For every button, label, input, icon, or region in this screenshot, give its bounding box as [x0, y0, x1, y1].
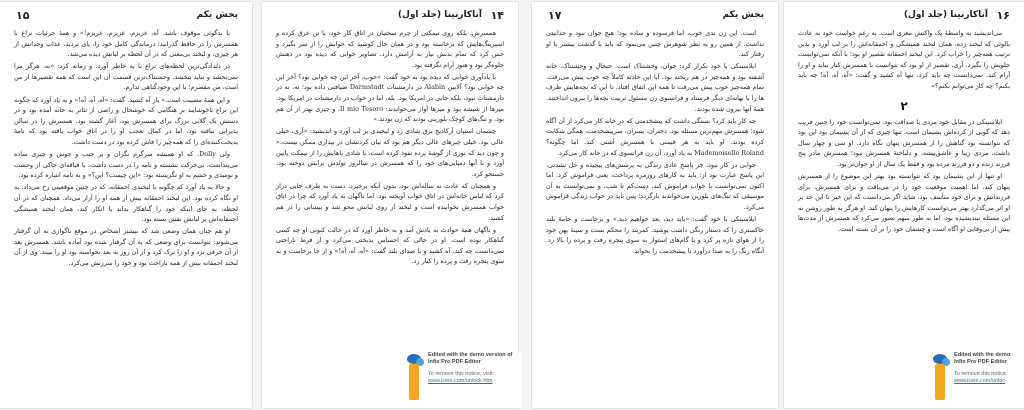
infix-watermark: [404, 352, 522, 408]
watermark-line: Edited with the demo version of: [428, 352, 513, 358]
running-title: آناکارنینا (جلد اول): [903, 10, 988, 20]
paragraph: در دلدادگی‌ترین لحظه‌های نزاع با به خاطر آورد. و زمانه کرد: «نه، هرگز مرا نمی‌بخشد و نباید ببخشد. وحشتناک‌ترین قسمت آن این است که همه تقصیرها از من است، من مقصرم؛ با این وجودگناهی ندارم.: [14, 62, 238, 92]
page-body: [798, 28, 1010, 402]
infix-logo-icon: [404, 354, 426, 402]
watermark-notice: To remove this notice, visit:: [428, 371, 495, 377]
paragraph: چشمان استپان آرکادیچ برق شادی زد و لبخندی بر لب آورد و اندیشید: «آری، خیلی عالی بود. خیلی چیزهای عالی دیگر هم بود که بیان کردنشان در بیداری ممکن نیست.» و چون دید که نوری از گوشهٔ پرده نفوذ کرده است، با شادی پاهایش را از نیمکت پایین آورد و با آنها دمپایی‌های خود را که همسرش در سالروز تولدش برایش دوخته بود، جستجو کرد.: [276, 127, 504, 178]
paragraph: ایلاسینکی در مقابل خود مردی با صداقت بود. نمی‌توانست خود را چنین فریب دهد که گویی از کرده‌اش پشیمان است. تنها چیزی که از آن پشیمان بود این بود که نتوانسته بود گناهش را از همسرش پنهان نگاه دارد. او سی و چهار سال داشت، مردی زیبا و عاشق‌پیشه، و دلباختهٔ همسرش نبود؛ همسرش مادر پنج فرزند زنده و دو فرزند مرده بود و فقط یک سال از او جوان‌تر بود.: [798, 117, 1010, 168]
page-body: [276, 28, 504, 402]
paragraph: همسرش، بلکه روی نیمکتی از چرم سختیان در اتاق کار خود، با تن عرق کرده و اسپرینگ‌هایش که برخاسته بود و در همان حال کوشید که خوابش را از سر بگیرد و حس کرد که تمام بدنش نیاز به آرامش دارد. تصاویر خوابی که دیده بود در ذهنش جلوه‌گر بود و هنوز آرام نگرفته بود.: [276, 29, 504, 69]
page-number: ۱۷: [548, 9, 562, 22]
paragraph: و ناگهان همهٔ حوادث به یادش آمد و به خاطر آورد که در حالت کنونی او چه کسی گناهکار بوده است. او در حالی که احساس بدبختی می‌کرد و از فرط ناراحتی نمی‌دانست چه کند، آه کشید و با صدای بلند گفت: «آه، آه، آه!» و از جا برخاست و به سوی پنجره رفت و پرده را کنار زد.: [276, 225, 504, 266]
infix-watermark: [930, 352, 1024, 408]
paragraph: ایلاسینکی با خود نکرار کرد: جوان، وحشتناک است. جنجال و وحشتناک. خانه آشفته بود و همه‌چیز در هم ریخته بود. آیا این حادثه کاملاً چه خوب پیش می‌رفت. تمام همه‌چیز خوب پیش می‌رفت تا همه این اتفاق افتاد. تا این که بچه‌هایش ظرف ها را با بهانه‌ای دیگر فرستاد و فرانسوی زن مسئول تربیت بچه‌ها را بیرون انداختند. همهٔ آنها بیرون شده بودند.: [546, 62, 764, 113]
paragraph: و همچنان که عادت نه ساله‌اش بود، بدون آنکه برخیزد، دست به طرف جایی دراز کرد که لباس خانه‌اش در اتاق خواب آویخته بود. اما ناگهان به یاد آورد که چرا در اتاق خواب همسرش نخوابیده است و لبخند از روی لبانش محو شد و پیشانی را در هم کشید.: [276, 181, 504, 222]
page-number: ۱۵: [16, 9, 30, 22]
paragraph: چه کار باید کرد؟ بستگی داشت که پیشخدمتی که در خانه کار می‌کرد از آن آگاه شود؛ همسرش مهم‌ترین مسئله بود، دختران، پسران، سرپیشخدمت، همگی شکایت کرده بودند. او باید به هر قیمتی با همسرش آشتی کند. اما چگونه؟ Mademoiselle Roland به یاد آورد، آن زن فرانسوی که در خانه کار می‌کرد.: [546, 116, 764, 157]
page-body: [546, 28, 764, 402]
running-title: بخش یکم: [722, 10, 764, 20]
paragraph: و این همهٔ مصیبت است.» باز آه کشید. گفت: «آه، آه، آه!» و به یاد آورد که چگونه این نزاع ناخوشایند بر هنگامی که خوشحال و راضی از تئاتر به خانه آمده بود و در دستش یک گلابی بزرگ برای همسرش بود، آغاز گشته بود. همسرش را در سالن پذیرایی نیافته بود، اما در کمال تعجب او را در اتاق خواب یافته بود که نامهٔ بدبخت‌کننده‌ای را که همه‌چیز را فاش کرده بود در دست داشت.: [14, 95, 238, 146]
paragraph: است. این زن ندی خوب، اما فرسوده و ساده بود؛ هیچ جوان نبود و جذابیتی نداشت. از همین رو به نظر شوهرش چنین می‌نمود که باید با گذشت بیشتر با او رفتار کند.: [546, 29, 764, 59]
book-page-16: [784, 2, 1024, 408]
book-page-15: [0, 2, 252, 408]
page-header: [16, 10, 238, 30]
watermark-notice: To remove this notice,: [954, 371, 1008, 377]
paragraph: او هم چنان همان وضعی شد که بیشتر اشخاص در موقع ناگواری به آن گرفتار می‌شوند: نتوانست برای وضعی که به آن گرفتار شده بود آماده باشد. همسرش بعد از آن حرفی نزد و او را ترک کرد و از آن روز به بعد نخواسته بود او را ببیند. وی از آن لبخند احمقانه بیش از همه ناراحت بود و خود را سرزنش می‌کرد.: [14, 227, 238, 267]
paragraph: او تنها از این پشیمان بود که نتوانسته بود بهتر این موضوع را از همسرش پنهان کند. اما اهمیت موقعیت خود را در می‌یافت و برای همسرش، برای فرزندانش و برای خود متأسف بود. شاید اگر می‌دانست که این خبر تا این حد بر او اثر می‌گذارد بهتر می‌توانست کارهایش را پنهان کند. او هرگز به طور روشن به این مسئله نیندیشیده بود، اما به طور مبهم تصور می‌کرد که همسرش از مدت‌ها پیش از بی‌وفایی او آگاه است و چشمان خود را بر آن بسته است.: [798, 172, 1010, 233]
book-page-14: [262, 2, 518, 408]
paragraph: و حالا به یاد آورد که چگونه با لبخندی احمقانه، که در چنین موقعیتی رخ می‌داد، به او نگاه کرده بود. این لبخند احمقانه بیش از همه او را آزار می‌داد. همچنان که در آن لحظه، به جای اینکه خود را گناهکار بداند یا انکار کند، همان لبخند همیشگی احمقانه‌اش بر لبانش نقش بسته بود.: [14, 183, 238, 224]
book-page-17: [532, 2, 778, 408]
running-title: بخش یکم: [196, 10, 238, 20]
watermark-link[interactable]: www.iceni.com/unlock.htm: [428, 378, 493, 384]
paragraph: با بدگوئی موقوف باشد. آه، عزیزم، عزیزم، عزیزم!» و همهٔ جزئیات نزاع با همسرش را در حافظ گذرانید؛ درماندگی کامل خود را، پای تردید، عذاب وجدانش از هر چیزی، و لبخند بی‌معنی که در آن لحظه بر لبانش دیده می‌شد.: [14, 29, 238, 59]
watermark-line: Edited with the demo: [954, 352, 1011, 358]
paragraph: ولی Dolly. که او همیشه سرگرم نگران و پر جنب و جوش و چیزی ساده می‌پنداشت، بی‌حرکت نشسته و نامه را در دست داشت. با قیافه‌ای حاکی از وحشت و نومیدی و خشم به او نگریسته بود: «این چیست؟ این؟» و به نامه اشاره کرده بود.: [14, 150, 238, 180]
running-title: آناکارنینا (جلد اول): [397, 10, 482, 20]
page-number: ۱۴: [490, 9, 504, 22]
watermark-product: Infix Pro PDF Editor: [428, 359, 481, 365]
paragraph: ایلاسینکی با خود گفت: «باید دید، بعد خواهیم دید.» و برخاست و جامهٔ بلند خاکستری را که دستار رنگی داشت پوشید. کمربند را محکم بست و سینهٔ پهن خود را از هوای تازه پر کرد و با گام‌های استوار به سوی پنجره رفت و پرده را بالا زد. آنگاه زنگ را به صدا درآورد تا پیشخدمت را بخواند.: [546, 215, 764, 255]
chapter-section-number: ۲: [900, 98, 908, 113]
watermark-product: Infix Pro PDF Editor: [954, 359, 1007, 365]
paragraph: با یادآوری خوابی که دیده بود به خود گفت: «خوب، آخر این چه خوابی بود؟ آخر این چه خوابی بود؟ آلابین Alabin در دارمشتات Darmstadt ضیافتی داده بود؛ نه، نه در دارمشتات نبود، بلکه جایی در امریکا بود. بله، اما در خواب در دارمشتات در امریکا بود. میزها از شیشه بود و میزها آواز می‌خواندند: Il mio Tesoro، و چیزی بهتر از آن هم بود، و تنگ‌های کوچک بلورینی بودند که زن بودند.»: [276, 72, 504, 124]
watermark-link[interactable]: www.iceni.com/unloc: [954, 378, 1006, 384]
paragraph: جوابی در کار نبود، جز پاسخ عادی زندگی به پرسش‌های پیچیده و حل نشدنی. این پاسخ عبارت بود از: باید به کارهای روزمره پرداخت، یعنی فراموش کرد. اما اکنون نمی‌توانست با خواب فراموش کند، دست‌کم تا شب. و نمی‌توانست به آن موسیقی که تنگ‌های بلورین می‌خواندند بازگردد؛ پس باید در خواب زندگی فراموش می‌کرد.: [546, 160, 764, 211]
infix-logo-icon: [930, 354, 952, 402]
page-header: [800, 10, 1010, 30]
page-number: ۱۶: [996, 9, 1010, 22]
paragraph: می‌اندیشید به واسطهٔ یک واکنش مغزی است. به رغم خواست خود به عادت بالوئی که لبخند زده، همان لبخند همیشگی و احمقانه‌اش را بر لب آورد و بدین ترتیب همه‌چیز را خراب کرد. این لبخند احمقانه تقصیر او بود؛ با آنکه نمی‌توانست جلویش را بگیرد. آری، تقصیر از او بود که نتوانست با همسرش کنار بیاید و او را آرام کند. نمی‌دانست چه باید کرد، تنها آه کشید و گفت: «آه، آه، آه! چه باید بکنم؟ چه کار می‌توانم بکنم؟»: [798, 29, 1010, 90]
page-body: [14, 28, 238, 402]
page-header: [278, 10, 504, 30]
page-header: [548, 10, 764, 30]
